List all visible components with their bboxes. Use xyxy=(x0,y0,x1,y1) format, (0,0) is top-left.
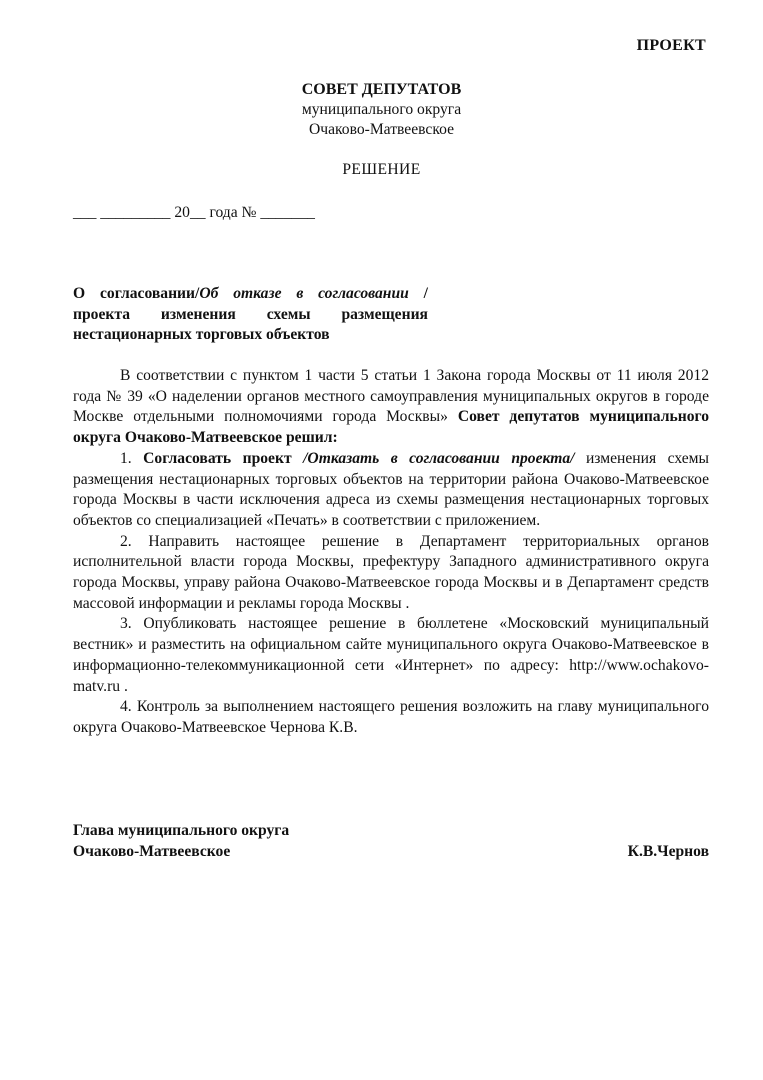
council-title: СОВЕТ ДЕПУТАТОВ xyxy=(301,81,462,98)
subject-line-3: нестационарных торговых объектов xyxy=(73,326,330,343)
district-line: муниципального округа xyxy=(301,101,462,118)
district-name: Очаково-Матвеевское xyxy=(308,121,455,138)
subject-approve: О согласовании/ xyxy=(73,285,200,302)
item-2-paragraph: 2. Направить настоящее решение в Департамент территориальных органов исполнительной власти города Москвы, префектуру Западного административного округа города Москвы, управу района Очаково-Матвеевское города Москвы и в Департамент средств массовой информации и рекламы города Москвы . xyxy=(73,532,709,612)
item-1-number: 1. xyxy=(120,449,144,467)
signatory-title-line-2: Очаково-Матвеевское xyxy=(73,842,231,860)
item-3-paragraph: 3. Опубликовать настоящее решение в бюллетене «Московский муниципальный вестник» и разместить на официальном сайте муниципального округа Очаково-Матвеевское в информационно-телекоммуникационной сети «Интернет» по адресу: http://www.ochakovo-matv.ru . xyxy=(73,615,709,695)
item-1-text: изменения схемы размещения нестационарных торговых объектов на территории района Очаково-Матвеевское города Москвы в части исключения адреса из схемы размещения нестационарных торговых объектов со специализацией «Печать» в соответствии с приложением. xyxy=(73,449,710,529)
preamble-resolution: Совет депутатов муниципального округа Очаково-Матвеевское решил: xyxy=(73,408,709,447)
subject-line-1 xyxy=(73,284,428,305)
document-header xyxy=(0,80,763,140)
signature-block xyxy=(73,821,709,862)
date-number-line: ___ _________ 20__ года № _______ xyxy=(73,204,315,221)
item-4-paragraph: 4. Контроль за выполнением настоящего решения возложить на главу муниципального округа Очаково-Матвеевское Чернова К.В. xyxy=(73,698,709,736)
preamble-paragraph xyxy=(73,366,709,449)
item-1-refuse: /Отказать в согласовании проекта/ xyxy=(303,449,575,467)
subject-refuse: Об отказе в согласовании xyxy=(199,285,409,302)
signatory-name: К.В.Чернов xyxy=(627,842,709,860)
signatory-row xyxy=(73,842,709,863)
decision-subject xyxy=(73,284,428,346)
signatory-title-line-1: Глава муниципального округа xyxy=(73,822,290,839)
decision-heading: РЕШЕНИЕ xyxy=(342,161,421,178)
subject-line-2: проекта изменения схемы размещения xyxy=(73,305,428,323)
project-stamp: ПРОЕКТ xyxy=(636,37,706,54)
subject-slash: / xyxy=(408,285,428,302)
preamble-text: В соответствии с пунктом 1 части 5 статьи 1 Закона города Москвы от 11 июля 2012 года № 39 «О наделении органов местного самоуправления муниципальных округов в городе Москве отдельными полномочиями города Москвы» xyxy=(73,367,709,426)
document-body xyxy=(73,366,709,739)
item-1-approve: Согласовать проект xyxy=(143,449,304,467)
item-1-paragraph xyxy=(73,449,709,532)
